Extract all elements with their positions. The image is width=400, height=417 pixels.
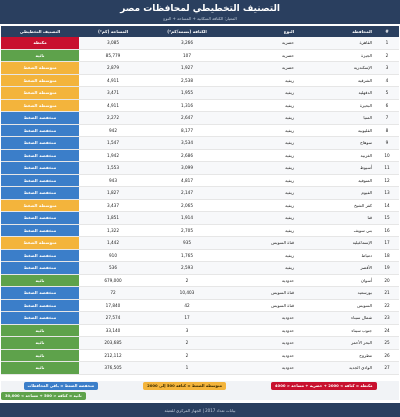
row-area: 1,553	[79, 162, 147, 175]
row-index: 1	[375, 37, 399, 49]
row-index: 17	[375, 237, 399, 250]
row-governorate: شمال سيناء	[297, 312, 375, 325]
row-governorate: الإسماعيلية	[297, 237, 375, 250]
row-governorate: الوادي الجديد	[297, 362, 375, 375]
row-type: حدودية	[227, 274, 297, 287]
row-density: 1,955	[147, 87, 227, 100]
row-density: 2,647	[147, 112, 227, 125]
row-type: حدودية	[227, 362, 297, 375]
row-index: 25	[375, 337, 399, 350]
row-governorate: مطروح	[297, 349, 375, 362]
row-index: 3	[375, 62, 399, 75]
row-density: 42	[147, 299, 227, 312]
row-area: 4,911	[79, 74, 147, 87]
row-area: 910	[79, 249, 147, 262]
table-header-row	[1, 26, 399, 37]
row-area: 1,942	[79, 149, 147, 162]
row-classification: منخفضة الضغط	[1, 262, 79, 275]
row-density: 3,099	[147, 162, 227, 175]
col-header-area: المساحة (كم²)	[79, 26, 147, 37]
col-header-type: النوع	[227, 26, 297, 37]
table-row	[1, 112, 399, 125]
row-density: 1,765	[147, 249, 227, 262]
row-classification: نائية	[1, 362, 79, 375]
row-type: حضرية	[227, 62, 297, 75]
row-governorate: بني سويف	[297, 224, 375, 237]
row-area: 679,000	[79, 274, 147, 287]
row-area: 212,112	[79, 349, 147, 362]
row-density: 2	[147, 337, 227, 350]
table-row	[1, 262, 399, 275]
col-header-density: الكثافة (نسمة/كم²)	[147, 26, 227, 37]
row-area: 2,272	[79, 112, 147, 125]
row-index: 22	[375, 299, 399, 312]
row-index: 23	[375, 312, 399, 325]
row-density: 17	[147, 312, 227, 325]
row-density: 4,817	[147, 174, 227, 187]
row-density: 2,686	[147, 149, 227, 162]
row-index: 10	[375, 149, 399, 162]
legend-blue: منخفضة الضغط = باقي المحافظات	[24, 382, 99, 390]
table-row	[1, 224, 399, 237]
table-row	[1, 37, 399, 49]
row-classification: منخفضة الضغط	[1, 224, 79, 237]
row-type: ريفية	[227, 149, 297, 162]
row-area: 17,840	[79, 299, 147, 312]
row-density: 1,914	[147, 212, 227, 225]
row-density: 1,316	[147, 99, 227, 112]
legend-green: نائية = كثافة < 500 + مساحة > 30,000	[1, 392, 86, 400]
row-area: 203,685	[79, 337, 147, 350]
row-governorate: الشرقية	[297, 74, 375, 87]
row-classification: منخفضة الضغط	[1, 124, 79, 137]
row-area: 27,574	[79, 312, 147, 325]
table-row	[1, 49, 399, 62]
row-classification: متوسطة الضغط	[1, 199, 79, 212]
row-classification: منخفضة الضغط	[1, 149, 79, 162]
row-type: قناة السويس	[227, 287, 297, 300]
row-governorate: القليوبية	[297, 124, 375, 137]
table-row	[1, 287, 399, 300]
page-subtitle: المعيار: الكثافة السكانية + المساحة + النوع	[163, 15, 237, 21]
row-classification: متوسطة الضغط	[1, 99, 79, 112]
row-classification: نائية	[1, 337, 79, 350]
row-area: 1,827	[79, 187, 147, 200]
classification-table	[1, 26, 399, 375]
row-type: قناة السويس	[227, 299, 297, 312]
row-classification: منخفضة الضغط	[1, 312, 79, 325]
row-classification: مكتظة	[1, 37, 79, 49]
row-governorate: قنا	[297, 212, 375, 225]
row-classification: متوسطة الضغط	[1, 62, 79, 75]
table-row	[1, 137, 399, 150]
row-classification: منخفضة الضغط	[1, 212, 79, 225]
row-governorate: الغربية	[297, 149, 375, 162]
row-area: 943	[79, 174, 147, 187]
legend-row-2	[1, 391, 399, 400]
row-density: 2,593	[147, 262, 227, 275]
row-type: حدودية	[227, 312, 297, 325]
col-header-governorate: المحافظة	[297, 26, 375, 37]
row-type: قناة السويس	[227, 237, 297, 250]
table-body	[1, 37, 399, 374]
row-classification: متوسطة الضغط	[1, 237, 79, 250]
table-row	[1, 174, 399, 187]
row-area: 536	[79, 262, 147, 275]
row-index: 15	[375, 212, 399, 225]
row-area: 3,471	[79, 87, 147, 100]
row-index: 8	[375, 124, 399, 137]
legend-red: مكتظة = كثافة > 2000 + حضرية + مساحة < 4000	[271, 382, 377, 390]
row-type: ريفية	[227, 199, 297, 212]
row-area: 1,851	[79, 212, 147, 225]
footer-text: بيانات تعداد 2017 | الجهاز المركزي للتعبئة	[164, 407, 236, 413]
row-density: 2,147	[147, 187, 227, 200]
legend-row-1	[1, 381, 399, 391]
row-index: 27	[375, 362, 399, 375]
row-classification: نائية	[1, 324, 79, 337]
row-index: 6	[375, 99, 399, 112]
row-type: ريفية	[227, 249, 297, 262]
row-governorate: المنيا	[297, 112, 375, 125]
row-density: 2	[147, 349, 227, 362]
row-governorate: الأقصر	[297, 262, 375, 275]
row-index: 24	[375, 324, 399, 337]
row-type: حدودية	[227, 337, 297, 350]
row-area: 85,779	[79, 49, 147, 62]
row-area: 3,437	[79, 199, 147, 212]
row-index: 13	[375, 187, 399, 200]
row-area: 942	[79, 124, 147, 137]
row-type: ريفية	[227, 112, 297, 125]
row-type: ريفية	[227, 262, 297, 275]
row-type: ريفية	[227, 212, 297, 225]
col-header-classification: التصنيف التخطيطي	[1, 26, 79, 37]
row-classification: منخفضة الضغط	[1, 299, 79, 312]
row-classification: نائية	[1, 274, 79, 287]
row-area: 1,547	[79, 137, 147, 150]
row-governorate: الإسكندرية	[297, 62, 375, 75]
row-area: 4,911	[79, 99, 147, 112]
row-type: ريفية	[227, 124, 297, 137]
row-type: ريفية	[227, 174, 297, 187]
col-header-index: #	[375, 26, 399, 37]
table-row	[1, 362, 399, 375]
row-area: 3,085	[79, 37, 147, 49]
row-classification: منخفضة الضغط	[1, 187, 79, 200]
row-density: 2,065	[147, 199, 227, 212]
row-index: 19	[375, 262, 399, 275]
table-row	[1, 149, 399, 162]
table-row	[1, 337, 399, 350]
row-index: 26	[375, 349, 399, 362]
row-area: 2,879	[79, 62, 147, 75]
row-governorate: الفيوم	[297, 187, 375, 200]
row-density: 2,705	[147, 224, 227, 237]
row-density: 10,403	[147, 287, 227, 300]
row-type: ريفية	[227, 224, 297, 237]
row-governorate: سوهاج	[297, 137, 375, 150]
table-row	[1, 99, 399, 112]
table-row	[1, 274, 399, 287]
row-governorate: البحر الأحمر	[297, 337, 375, 350]
row-classification: منخفضة الضغط	[1, 287, 79, 300]
row-classification: نائية	[1, 349, 79, 362]
row-type: حدودية	[227, 324, 297, 337]
table-row	[1, 74, 399, 87]
row-classification: متوسطة الضغط	[1, 74, 79, 87]
row-density: 2	[147, 274, 227, 287]
row-type: ريفية	[227, 137, 297, 150]
row-classification: منخفضة الضغط	[1, 174, 79, 187]
row-density: 3,534	[147, 137, 227, 150]
table-row	[1, 299, 399, 312]
table-row	[1, 237, 399, 250]
row-index: 7	[375, 112, 399, 125]
row-governorate: بورسعيد	[297, 287, 375, 300]
row-type: ريفية	[227, 74, 297, 87]
row-density: 1	[147, 362, 227, 375]
table-row	[1, 187, 399, 200]
row-area: 376,505	[79, 362, 147, 375]
table-row	[1, 212, 399, 225]
row-density: 2,538	[147, 74, 227, 87]
row-area: 33,140	[79, 324, 147, 337]
row-index: 20	[375, 274, 399, 287]
row-governorate: دمياط	[297, 249, 375, 262]
row-classification: منخفضة الضغط	[1, 162, 79, 175]
row-area: 1,442	[79, 237, 147, 250]
table-row	[1, 349, 399, 362]
table-row	[1, 162, 399, 175]
row-classification: نائية	[1, 49, 79, 62]
row-type: حضرية	[227, 49, 297, 62]
page-header	[0, 0, 400, 24]
row-index: 4	[375, 74, 399, 87]
row-density: 107	[147, 49, 227, 62]
row-classification: متوسطة الضغط	[1, 87, 79, 100]
legend-yellow: متوسطة الضغط = كثافة 500 إلى 2000	[143, 382, 226, 390]
row-area: 72	[79, 287, 147, 300]
row-density: 1,927	[147, 62, 227, 75]
row-index: 12	[375, 174, 399, 187]
row-density: 8,177	[147, 124, 227, 137]
row-index: 16	[375, 224, 399, 237]
table-row	[1, 324, 399, 337]
table-row	[1, 312, 399, 325]
table-row	[1, 124, 399, 137]
table-row	[1, 249, 399, 262]
row-governorate: الدقهلية	[297, 87, 375, 100]
row-density: 3	[147, 324, 227, 337]
row-density: 3,266	[147, 37, 227, 49]
row-type: ريفية	[227, 187, 297, 200]
row-governorate: السويس	[297, 299, 375, 312]
table-row	[1, 199, 399, 212]
row-type: حضرية	[227, 37, 297, 49]
row-governorate: القاهرة	[297, 37, 375, 49]
row-index: 11	[375, 162, 399, 175]
row-governorate: الجيزة	[297, 49, 375, 62]
row-index: 9	[375, 137, 399, 150]
row-type: ريفية	[227, 162, 297, 175]
page-title: التصنيف التخطيطي لمحافظات مصر	[120, 3, 280, 14]
row-governorate: أسيوط	[297, 162, 375, 175]
row-classification: منخفضة الضغط	[1, 249, 79, 262]
row-governorate: المنوفية	[297, 174, 375, 187]
row-type: ريفية	[227, 99, 297, 112]
row-index: 14	[375, 199, 399, 212]
row-classification: منخفضة الضغط	[1, 137, 79, 150]
row-density: 935	[147, 237, 227, 250]
row-governorate: البحيرة	[297, 99, 375, 112]
row-index: 21	[375, 287, 399, 300]
row-type: حدودية	[227, 349, 297, 362]
row-type: ريفية	[227, 87, 297, 100]
page-footer	[0, 403, 400, 417]
row-governorate: جنوب سيناء	[297, 324, 375, 337]
table-row	[1, 62, 399, 75]
table-row	[1, 87, 399, 100]
row-area: 1,322	[79, 224, 147, 237]
row-governorate: كفر الشيخ	[297, 199, 375, 212]
row-index: 2	[375, 49, 399, 62]
row-classification: منخفضة الضغط	[1, 112, 79, 125]
row-governorate: أسوان	[297, 274, 375, 287]
row-index: 18	[375, 249, 399, 262]
row-index: 5	[375, 87, 399, 100]
